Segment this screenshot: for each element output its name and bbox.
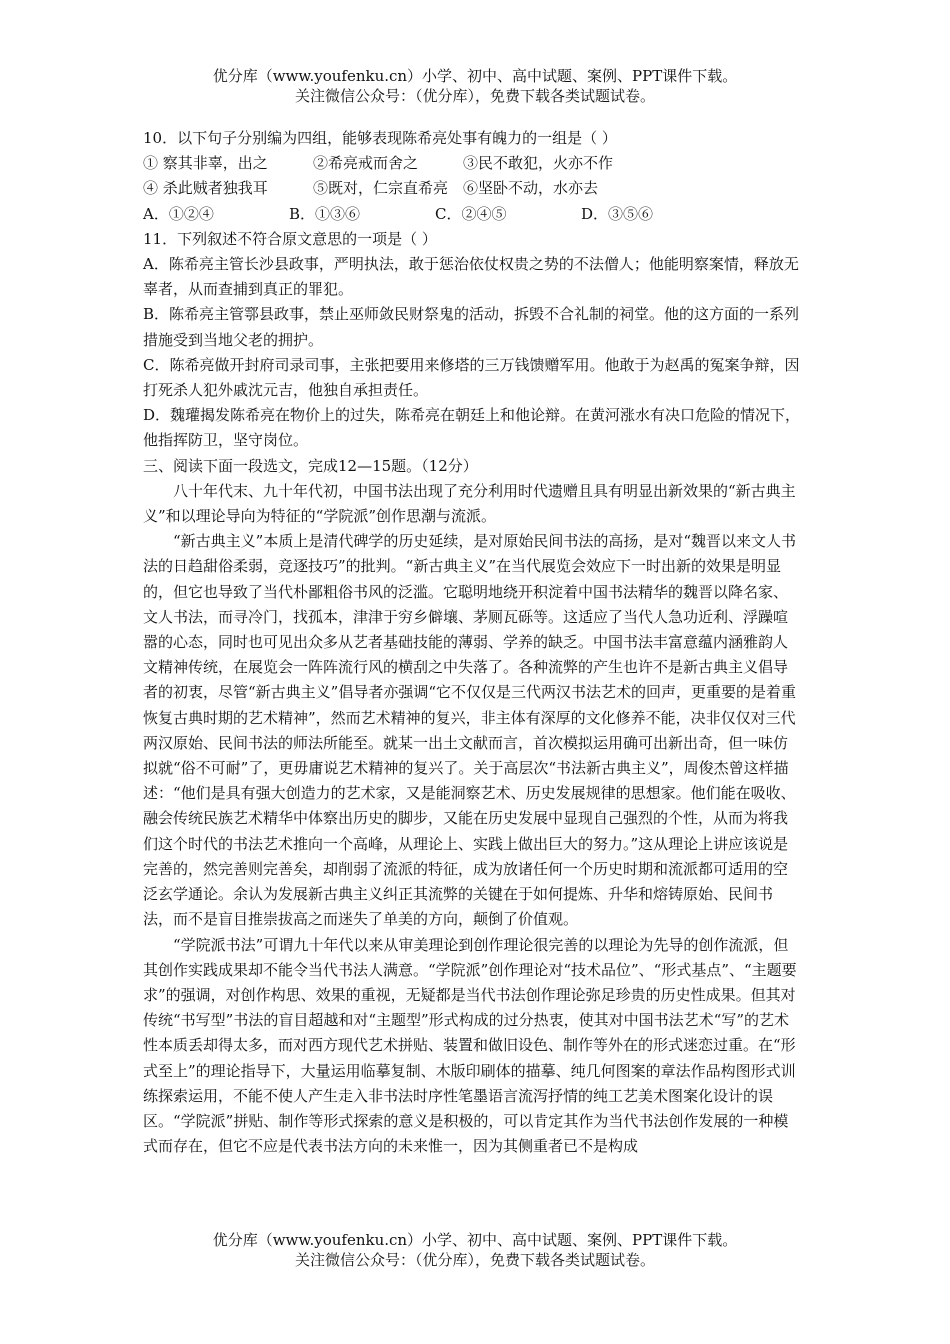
footer-line-2: 关注微信公众号：（优分库），免费下载各类试题试卷。 (294, 1251, 655, 1269)
passage-paragraph-2: “新古典主义”本质上是清代碑学的历史延续，是对原始民间书法的高扬，是对“魏晋以来文人书法的日趋甜俗柔弱，竞逐技巧”的批判。“新古典主义”在当代展览会效应下一时出新的效果是明显的，但它也导致了当代朴鄙粗俗书风的泛滥。它聪明地绕开积淀着中国书法精华的魏晋以降名家、文人书法，而寻冷门，找孤本，津津于穷乡僻壤、茅厕瓦砾等。这适应了当代人急功近利、浮躁喧嚣的心态，同时也可见出众多从艺者基础技能的薄弱、学养的缺乏。中国书法丰富意蕴内涵雅韵人文精神传统，在展览会一阵阵流行风的横刮之中失落了。各种流弊的产生也许不是新古典主义倡导者的初衷，尽管“新古典主义”倡导者亦强调“它不仅仅是三代两汉书法艺术的回声，更重要的是着重恢复古典时期的艺术精神”，然而艺术精神的复兴，非主体有深厚的文化修养不能，决非仅仅对三代两汉原始、民间书法的师法所能至。就某一出土文献而言，首次模拟运用确可出新出奇，但一味仿拟就“俗不可耐”了，更毋庸说艺术精神的复兴了。关于高层次“书法新古典主义”，周俊杰曾这样描述：“他们是具有强大创造力的艺术家，又是能洞察艺术、历史发展规律的思想家。他们能在吸收、融会传统民族艺术精华中体察出历史的脚步，又能在历史发展中显现自己强烈的个性，从而为将我们这个时代的书法艺术推向一个高峰，从理论上、实践上做出巨大的努力。”这从理论上讲应该说是完善的，然完善则完善矣，却削弱了流派的特征，成为放诸任何一个历史时期和流派都可适用的空泛玄学通论。余认为发展新古典主义纠正其流弊的关键在于如何提炼、升华和熔铸原始、民间书法，而不是盲目推崇拔高之而迷失了单美的方向，颠倒了价值观。 (143, 532, 797, 929)
question-10-item: ③民不敢犯，火亦不作 (463, 154, 614, 173)
question-11-option-d: D．魏瓘揭发陈希亮在物价上的过失，陈希亮在朝廷上和他论辩。在黄河涨水有决口危险的情况下，他指挥防卫，坚守岗位。 (143, 406, 801, 450)
question-11-option-a: A．陈希亮主管长沙县政事，严明执法，敢于惩治依仗权贵之势的不法僧人；他能明察案情，释放无辜者，从而查捕到真正的罪犯。 (143, 255, 799, 299)
question-10-answers (143, 202, 801, 227)
header-line-2: 关注微信公众号：（优分库），免费下载各类试题试卷。 (294, 87, 655, 105)
question-10-item: ④ 杀此贼者独我耳 (143, 179, 268, 198)
page-header (0, 66, 950, 106)
question-10-items-row-1 (143, 151, 801, 176)
header-line-1: 优分库（www.youfenku.cn）小学、初中、高中试题、案例、PPT课件下载。 (212, 67, 738, 85)
question-10-item: ②希亮戒而舍之 (313, 154, 419, 173)
section-3-title: 三、阅读下面一段选文，完成12—15题。（12分） (143, 456, 478, 475)
document-body (143, 126, 801, 1159)
question-10-item: ⑤既对，仁宗直希亮 (313, 179, 449, 198)
question-10-item: ① 察其非辜，出之 (143, 154, 268, 173)
footer-line-1: 优分库（www.youfenku.cn）小学、初中、高中试题、案例、PPT课件下载。 (212, 1231, 738, 1249)
question-11-stem: 11．下列叙述不符合原文意思的一项是（ ） (143, 229, 437, 248)
question-11-option-c: C．陈希亮做开封府司录司事，主张把要用来修塔的三万钱馈赠军用。他敢于为赵禹的冤案争辩，因打死杀人犯外戚沈元吉，他独自承担责任。 (143, 355, 800, 400)
answer-option-a: A．①②④ (143, 204, 214, 223)
answer-option-b: B．①③⑥ (289, 204, 361, 223)
question-11-option-b: B．陈希亮主管鄠县政事，禁止巫师敛民财祭鬼的活动，拆毁不合礼制的祠堂。他的这方面的一系列措施受到当地父老的拥护。 (143, 305, 800, 349)
question-10-item: ⑥坚卧不动，水亦去 (463, 179, 599, 198)
passage-paragraph-1: 八十年代末、九十年代初，中国书法出现了充分利用时代遗赠且具有明显出新效果的“新古典主义”和以理论导向为特征的“学院派”创作思潮与流派。 (143, 481, 796, 526)
answer-option-d: D．③⑤⑥ (581, 204, 654, 223)
question-10-stem: 10．以下句子分别编为四组，能够表现陈希亮处事有魄力的一组是（ ） (143, 129, 617, 147)
answer-option-c: C．②④⑤ (435, 204, 507, 223)
page-footer (0, 1230, 950, 1270)
passage-paragraph-3: “学院派书法”可谓九十年代以来从审美理论到创作理论很完善的以理论为先导的创作流派，但其创作实践成果却不能令当代书法人满意。“学院派”创作理论对“技术品位”、“形式基点”、“主题要求”的强调，对创作构思、效果的重视，无疑都是当代书法创作理论弥足珍贵的历史性成果。但其对传统“书写型”书法的盲目超越和对“主题型”形式构成的过分热衷，使其对中国书法艺术“写”的艺术性本质丢却得太多，而对西方现代艺术拼贴、装置和做旧设色、制作等外在的形式迷恋过重。在“形式至上”的理论指导下，大量运用临摹复制、木版印刷体的描摹、纯几何图案的章法作品构图形式训练探索运用，不能不使人产生走入非书法时序性笔墨语言流泻抒情的纯工艺美术图案化设计的误区。“学院派”拼贴、制作等形式探索的意义是积极的，可以肯定其作为当代书法创作发展的一种模式而存在，但它不应是代表书法方向的未来惟一，因为其侧重者已不是构成 (143, 935, 797, 1156)
question-10-items-row-2 (143, 176, 801, 201)
